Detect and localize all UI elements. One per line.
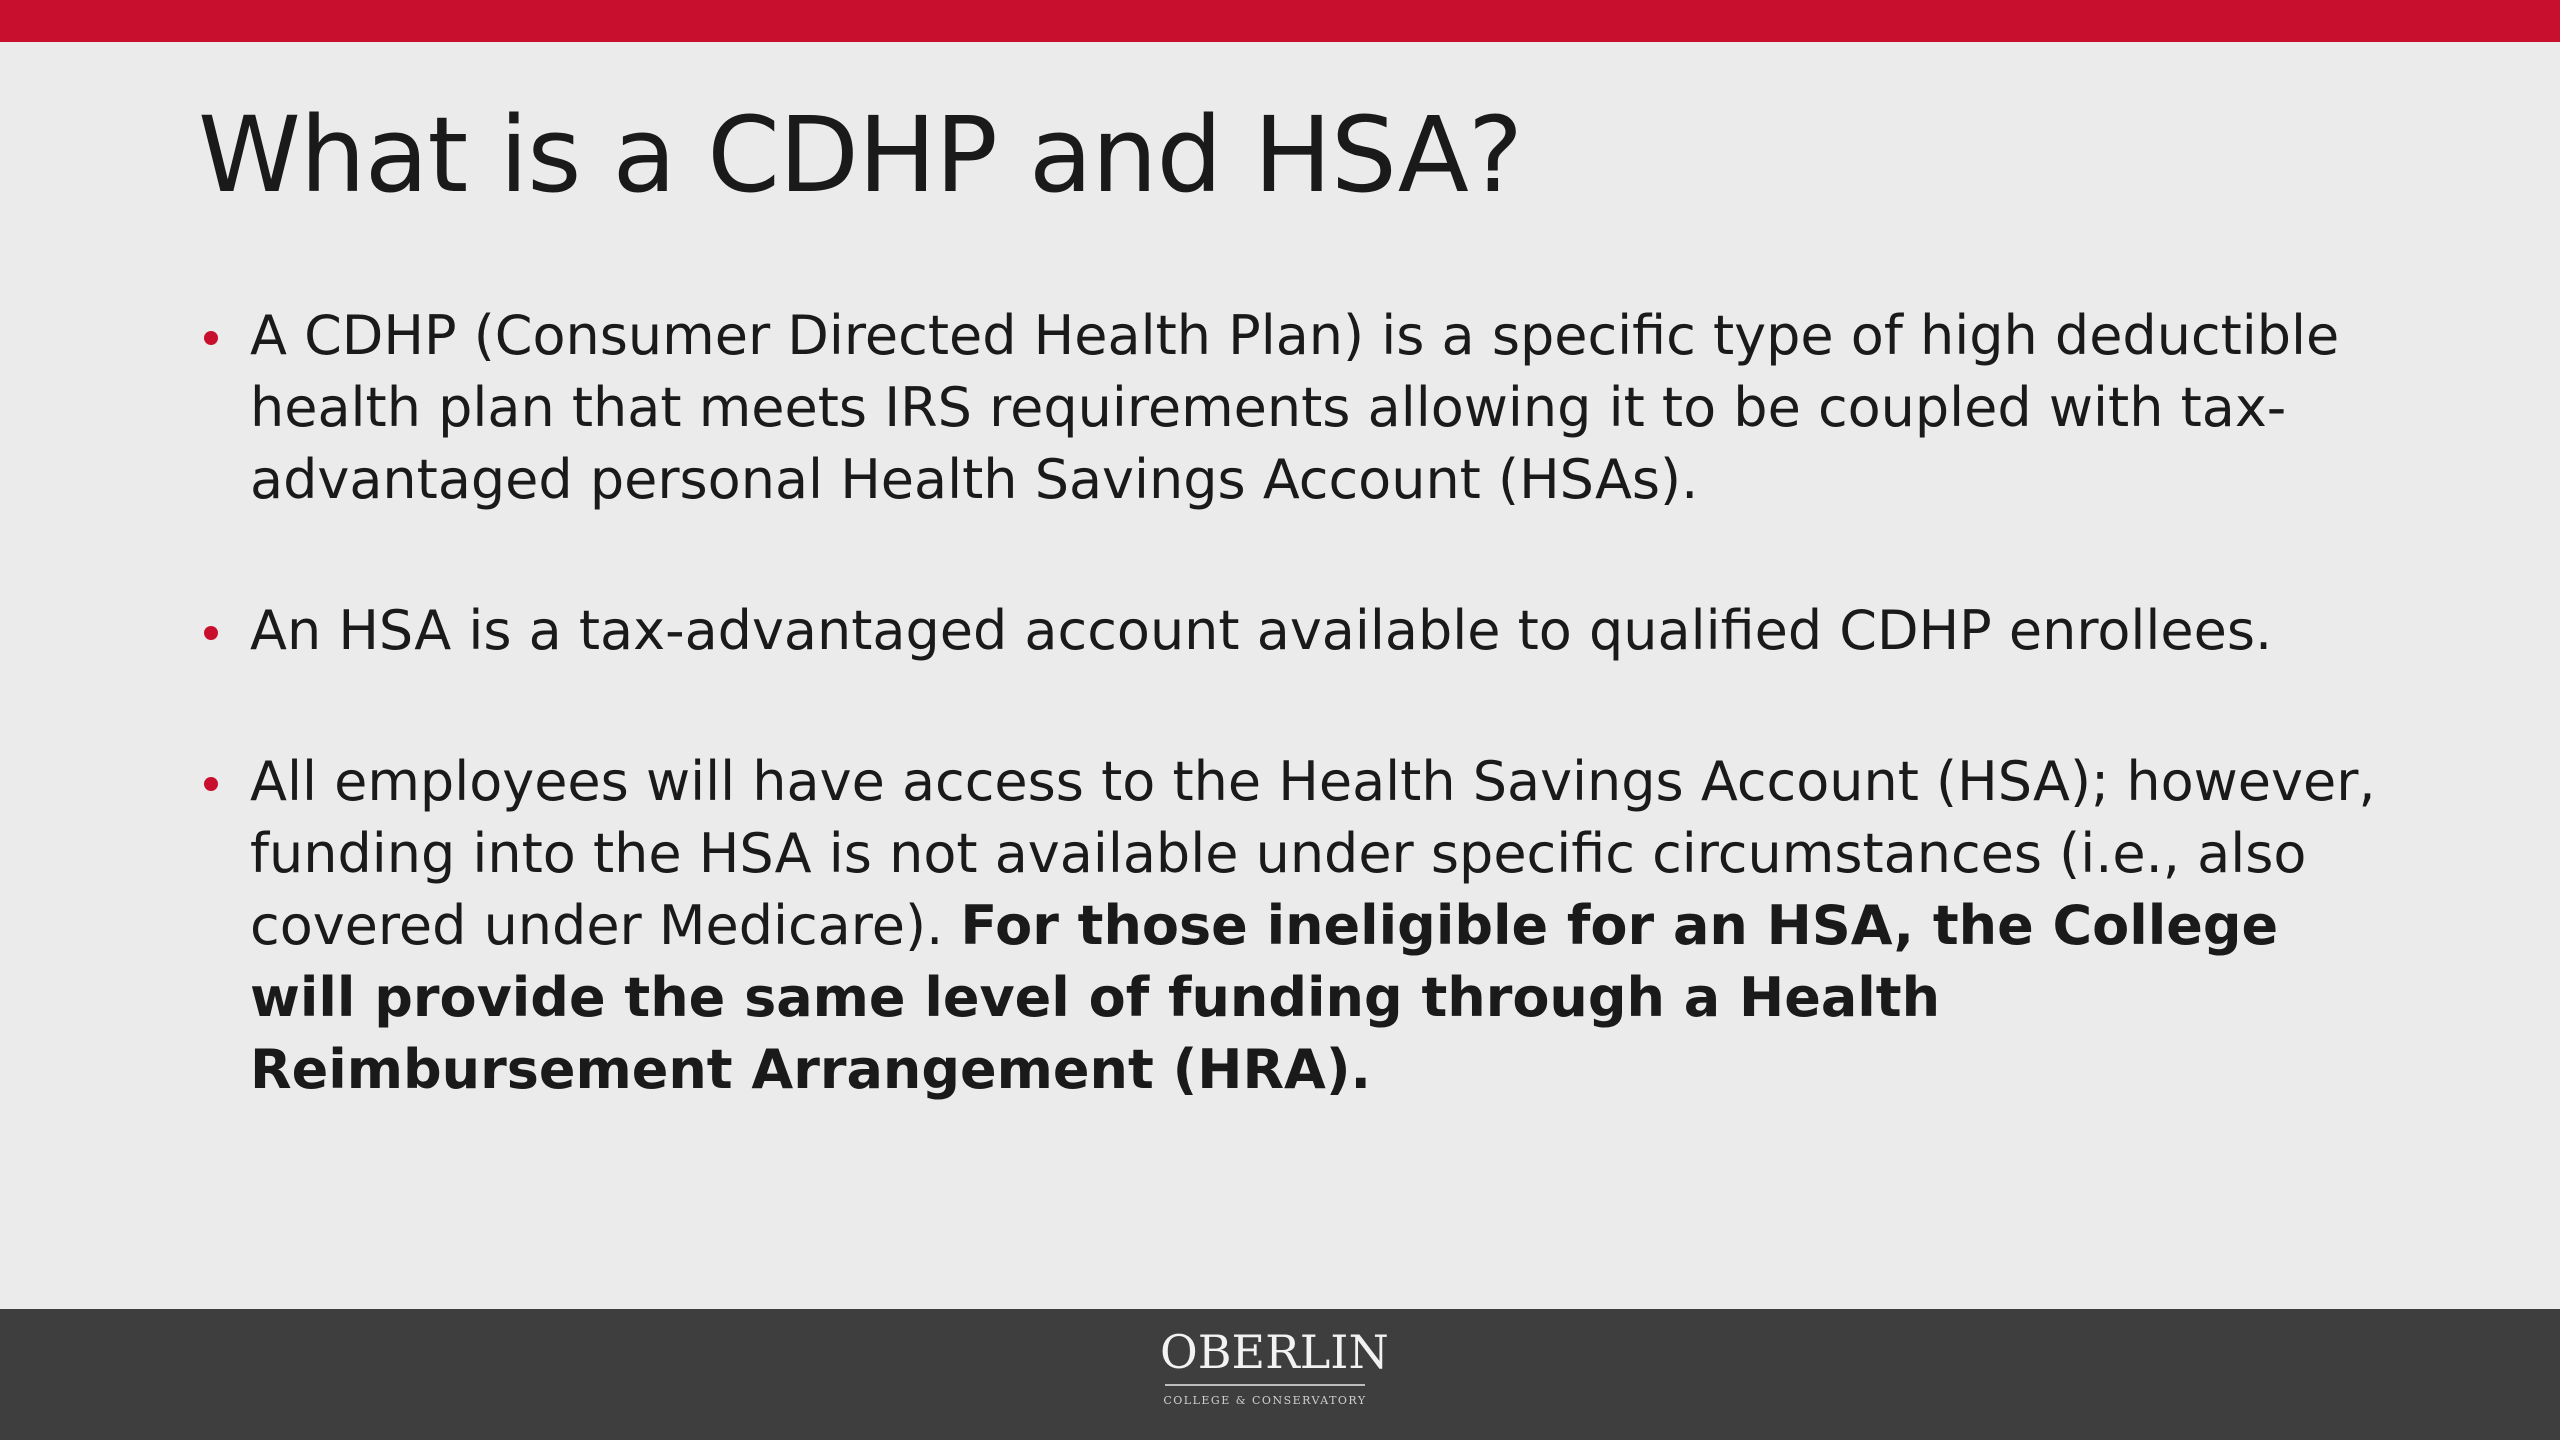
logo-name: OBERLIN (1160, 1325, 1389, 1379)
top-accent-bar (0, 0, 2560, 42)
bullet-text: An HSA is a tax-advantaged account available to qualified CDHP enrollees. (250, 599, 2273, 662)
logo-subtitle: COLLEGE & CONSERVATORY (1163, 1393, 1367, 1407)
bullet-text: All employees will have access to the Health Savings Account (HSA); however, funding into the HSA is not available under specific circumstances (i.e., also covered under Medicare). (250, 750, 2376, 957)
bullet-dot-icon (204, 777, 218, 791)
bullet-item-access (198, 746, 2378, 1106)
logo-divider (1165, 1384, 1365, 1386)
bullet-dot-icon (204, 331, 218, 345)
bullet-bold-text: For those ineligible for an HSA, the College will provide the same level of funding through a Health Reimbursement Arrangement (HRA). (250, 894, 2279, 1101)
oberlin-logo (1160, 1325, 1389, 1407)
slide-title: What is a CDHP and HSA? (198, 94, 1523, 216)
bullet-text: A CDHP (Consumer Directed Health Plan) is a specific type of high deductible health plan that meets IRS requirements allowing it to be coupled with tax-advantaged personal Health Savings Account (HSAs). (250, 304, 2340, 511)
bullet-dot-icon (204, 626, 218, 640)
bullet-item-hsa (198, 595, 2378, 667)
bullet-item-cdhp (198, 300, 2378, 516)
footer-bar (0, 1309, 2560, 1440)
bullet-list (198, 300, 2378, 1106)
